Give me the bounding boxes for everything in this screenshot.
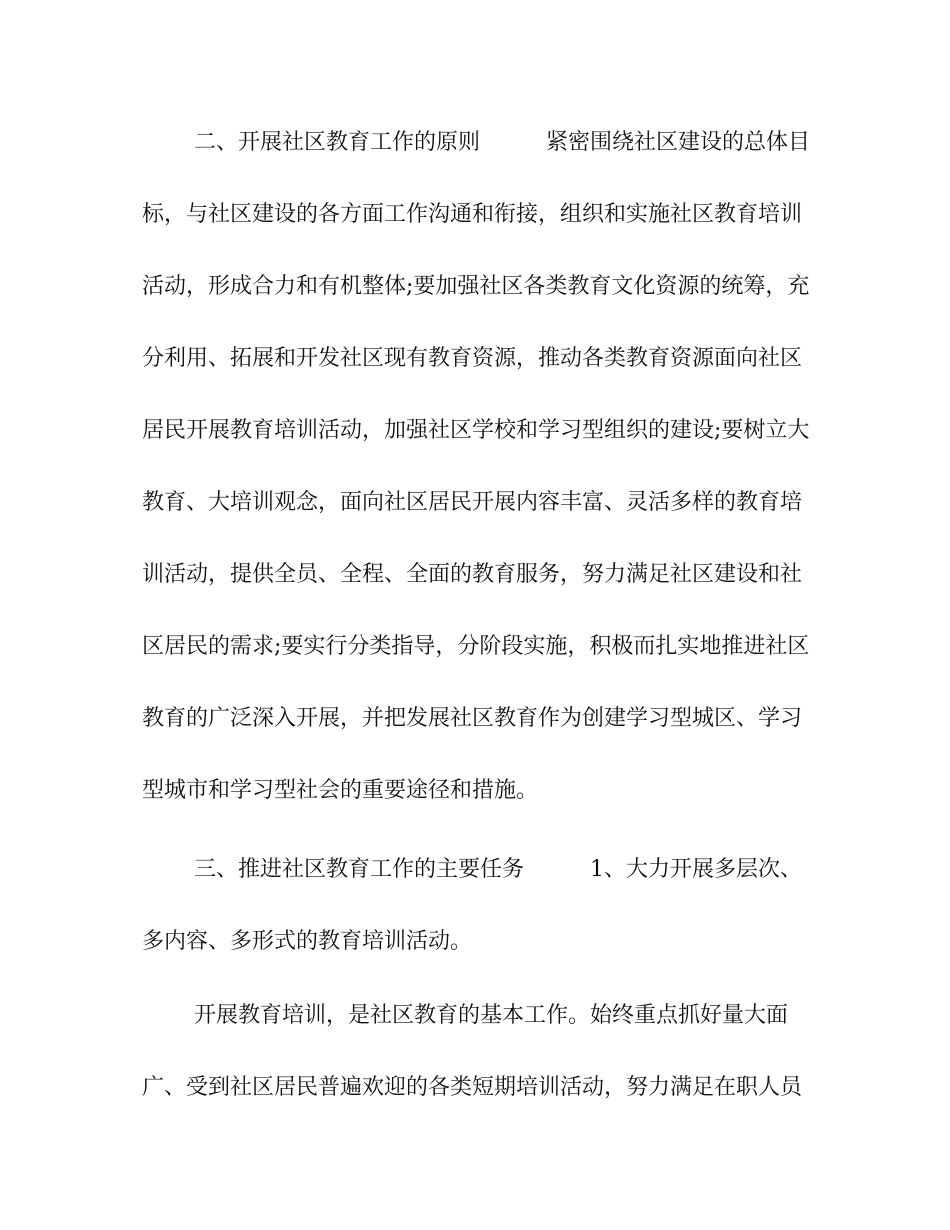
paragraph-main-tasks [142,834,814,978]
paragraph-text: 三、推进社区教育工作的主要任务 1、大力开展多层次、多内容、多形式的教育培训活动。 [142,857,802,954]
paragraph-principles [142,107,814,827]
paragraph-text: 开展教育培训，是社区教育的基本工作。始终重点抓好量大面广、受到社区居民普遍欢迎的各类短期培训活动，努力满足在职人员 [142,1003,803,1100]
paragraph-training [142,980,814,1124]
paragraph-text: 二、开展社区教育工作的原则 紧密围绕社区建设的总体目标，与社区建设的各方面工作沟通和衔接，组织和实施社区教育培训活动，形成合力和有机整体;要加强社区各类教育文化资源的统筹，充分利用、拓展和开发社区现有教育资源，推动各类教育资源面向社区居民开展教育培训活动，加强社区学校和学习型组织的建设;要树立大教育、大培训观念，面向社区居民开展内容丰富、灵活多样的教育培训活动，提供全员、全程、全面的教育服务，努力满足社区建设和社区居民的需求;要实行分类指导，分阶段实施，积极而扎实地推进社区教育的广泛深入开展，并把发展社区教育作为创建学习型城区、学习型城市和学习型社会的重要途径和措施。 [142,130,811,803]
